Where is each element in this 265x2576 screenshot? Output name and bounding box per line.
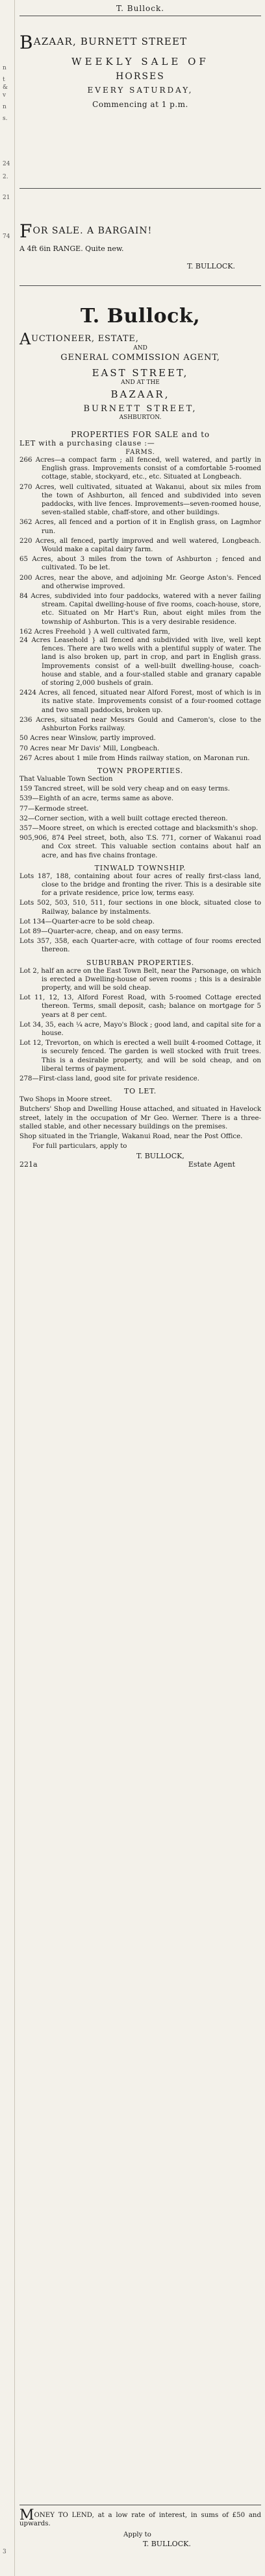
town-properties-list bbox=[19, 775, 261, 860]
bazaar-horses: HORSES bbox=[116, 71, 165, 82]
for-sale-advert bbox=[19, 221, 261, 270]
list-item: Lot 34, 35, each ¼ acre, Mayo's Block ; good land, and capital site for a house. bbox=[19, 1021, 261, 1037]
list-item: 278—First-class land, good site for private residence. bbox=[19, 1075, 199, 1082]
to-let-heading: TO LET. bbox=[123, 1087, 157, 1096]
divider bbox=[19, 285, 261, 286]
bazaar-advert bbox=[19, 34, 261, 109]
drop-cap: F bbox=[19, 221, 33, 242]
for-sale-signature: T. BULLOCK. bbox=[187, 262, 235, 270]
list-item: 24 Acres Leasehold } all fenced and subdivided with live, well kept fences. There are two wells with a plentiful supply of water. The land is also broken up, part in crop, and part in English grass. Improvements consist of a well-built dwelling-house, coach-house and stable, and a four-stalled stable and granary capable of storing 2,000 bushels of grain. bbox=[19, 637, 261, 687]
list-item: 270 Acres, well cultivated, situated at Wakanui, about six miles from the town of Ashburton, all fenced and subdivided into seven paddocks, with live fences. Improvements—seven-roomed house, seven-stalled stable, chaff-store, and other buildings. bbox=[19, 483, 261, 517]
gutter-fragment: & bbox=[3, 84, 8, 91]
auctioneer-title: Estate Agent bbox=[188, 1160, 235, 1169]
list-item: 905,906, 874 Peel street, both, also T.S. 771, corner of Wakanui road and Cox street. This valuable section contains about half an acre, and has five chains frontage. bbox=[19, 835, 261, 859]
tinwald-heading: TINWALD TOWNSHIP. bbox=[94, 863, 186, 872]
list-item: Lots 187, 188, containing about four acres of really first-class land, close to the bridge and fronting the river. This is a desirable site for a private residence, price low, terms easy. bbox=[19, 872, 261, 898]
header-advertiser-name: T. Bullock. bbox=[116, 4, 165, 13]
advert-reference: 221a bbox=[19, 1160, 38, 1169]
gutter-fragment: 21 bbox=[3, 195, 10, 201]
list-item: That Valuable Town Section bbox=[19, 775, 113, 783]
list-item: Shop situated in the Triangle, Wakanui Road, near the Post Office. bbox=[19, 1133, 243, 1141]
list-item: Lot 89—Quarter-acre, cheap, and on easy terms. bbox=[19, 927, 183, 935]
list-item: 159 Tancred street, will be sold very cheap and on easy terms. bbox=[19, 785, 230, 793]
list-item: Lots 357, 358, each Quarter-acre, with cottage of four rooms erected thereon. bbox=[19, 938, 261, 954]
gutter-fragment: 74 bbox=[3, 233, 10, 240]
list-item: For full particulars, apply to bbox=[32, 1143, 127, 1151]
money-apply: Apply to bbox=[123, 2531, 151, 2539]
list-item: 50 Acres near Winslow, partly improved. bbox=[19, 735, 156, 743]
tinwald-list bbox=[19, 872, 261, 955]
list-item: 267 Acres about 1 mile from Hinds railway station, on Maronan run. bbox=[19, 754, 250, 762]
farms-heading: FARMS. bbox=[125, 449, 155, 456]
divider bbox=[19, 188, 261, 189]
suburban-list bbox=[19, 967, 261, 1084]
list-item: 357—Moore street, on which is erected cottage and blacksmith's shop. bbox=[19, 824, 259, 832]
money-to-lend-advert bbox=[19, 2507, 261, 2548]
bazaar-commencing: Commencing at 1 p.m. bbox=[92, 100, 188, 109]
auctioneer-bazaar: BAZAAR, bbox=[110, 388, 170, 400]
for-sale-item: A 4ft 6in RANGE. Quite new. bbox=[19, 244, 124, 253]
gutter-fragment: n bbox=[3, 104, 6, 110]
suburban-heading: SUBURBAN PROPERTIES. bbox=[86, 958, 195, 967]
adjacent-column-fragment bbox=[0, 0, 15, 2576]
auctioneer-and: AND bbox=[133, 345, 147, 352]
auctioneer-signature-row bbox=[19, 1160, 261, 1169]
bazaar-weekly: WEEKLY SALE OF bbox=[71, 56, 209, 67]
gutter-fragment: 3 bbox=[3, 2549, 6, 2555]
money-to-lend-text: MONEY TO LEND, at a low rate of interest, in sums of £50 and upwards. bbox=[19, 2507, 261, 2528]
auctioneer-advert bbox=[19, 305, 261, 1169]
list-item: 236 Acres, situated near Messrs Gould and Cameron's, close to the Ashburton Forks railway. bbox=[19, 716, 261, 733]
list-item: Lot 2, half an acre on the East Town Belt, near the Parsonage, on which is erected a Dwelling-house of seven rooms ; this is a desirable property, and will be sold cheap. bbox=[19, 967, 261, 992]
drop-cap: M bbox=[19, 2507, 34, 2523]
to-let-list bbox=[19, 1095, 261, 1151]
properties-heading: PROPERTIES FOR SALE and to bbox=[71, 430, 210, 439]
list-item: Lots 502, 503, 510, 511, four sections in one block, situated close to Railway, balance by instalments. bbox=[19, 900, 261, 916]
list-item: 266 Acres—a compact farm ; all fenced, well watered, and partly in English grass. Improvements consist of a comfortable 5-roomed cottage, stable, stockyard, etc., etc. Situated at Longbeach. bbox=[19, 457, 261, 481]
list-item: 65 Acres, about 3 miles from the town of Ashburton ; fenced and cultivated. To be let. bbox=[19, 556, 261, 572]
gutter-fragment: s. bbox=[3, 115, 8, 122]
town-properties-heading: TOWN PROPERTIES. bbox=[97, 766, 184, 775]
farms-list bbox=[19, 456, 261, 763]
list-item: 77—Kermode street. bbox=[19, 805, 89, 813]
list-item: 70 Acres near Mr Davis' Mill, Longbeach. bbox=[19, 745, 160, 752]
gutter-fragment: v bbox=[3, 92, 6, 99]
list-item: 200 Acres, near the above, and adjoining Mr. George Aston's. Fenced and otherwise improved. bbox=[19, 574, 261, 590]
list-item: Butchers' Shop and Dwelling House attached, and situated in Havelock street, lately in the occupation of Mr Geo. Werner. There is a three-stalled stable, and other necessary buildings on the premises. bbox=[19, 1106, 261, 1130]
list-item: Two Shops in Moore street. bbox=[19, 1096, 112, 1104]
list-item: Lot 12, Trevorton, on which is erected a well built 4-roomed Cottage, it is securely fenced. The garden is well stocked with fruit trees. This is a desirable property, and will be sold cheap, and on liberal terms of payment. bbox=[19, 1040, 261, 1073]
list-item: 84 Acres, subdivided into four paddocks, watered with a never failing stream. Capital dwelling-house of five rooms, coach-house, store, etc. Situated on Mr Hart's Run, about eight miles from the township of Ashburton. This is a very desirable residence. bbox=[19, 593, 261, 626]
list-item: 32—Corner section, with a well built cottage erected thereon. bbox=[19, 815, 228, 822]
auctioneer-town: ASHBURTON. bbox=[119, 414, 162, 421]
list-item: Lot 134—Quarter-acre to be sold cheap. bbox=[19, 918, 155, 925]
drop-cap: A bbox=[19, 330, 32, 348]
gutter-fragment: 24 bbox=[3, 161, 10, 167]
auctioneer-line: AUCTIONEER, ESTATE, bbox=[19, 330, 139, 348]
list-item: 362 Acres, all fenced and a portion of it in English grass, on Lagmhor run. bbox=[19, 519, 261, 535]
auctioneer-agent: GENERAL COMMISSION AGENT, bbox=[60, 353, 220, 363]
properties-subheading: LET with a purchasing clause :— bbox=[19, 439, 155, 447]
gutter-fragment: 2. bbox=[3, 174, 8, 180]
list-item: Lot 11, 12, 13, Alford Forest Road, with 5-roomed Cottage erected thereon. Terms, small deposit, cash; balance on mortgage for 5 years at 8 per cent. bbox=[19, 994, 261, 1019]
auctioneer-name: T. Bullock, bbox=[80, 305, 201, 328]
auctioneer-signature: T. BULLOCK, bbox=[136, 1152, 184, 1161]
list-item: 162 Acres Freehold } A well cultivated farm, bbox=[19, 628, 170, 636]
auctioneer-and-at-the: AND AT THE bbox=[121, 379, 160, 386]
list-item: 220 Acres, all fenced, partly improved and well watered, Longbeach. Would make a capital dairy farm. bbox=[19, 537, 261, 554]
bazaar-every-saturday: EVERY SATURDAY, bbox=[87, 86, 194, 95]
list-item: 2424 Acres, all fenced, situated near Alford Forest, most of which is in its native state. Improvements consist of a four-roomed cottage and two small paddocks, broken up. bbox=[19, 689, 261, 714]
gutter-fragment: n bbox=[3, 65, 6, 71]
money-signature: T. BULLOCK. bbox=[143, 2539, 191, 2548]
gutter-fragment: t bbox=[3, 77, 5, 83]
for-sale-title: FOR SALE. A BARGAIN! bbox=[19, 221, 153, 242]
auctioneer-burnett-street: BURNETT STREET, bbox=[83, 404, 197, 414]
drop-cap: B bbox=[19, 32, 34, 53]
auctioneer-east-street: EAST STREET, bbox=[92, 367, 189, 379]
list-item: 539—Eighth of an acre, terms same as above. bbox=[19, 795, 174, 803]
bazaar-title: BAZAAR, BURNETT STREET bbox=[19, 32, 188, 53]
